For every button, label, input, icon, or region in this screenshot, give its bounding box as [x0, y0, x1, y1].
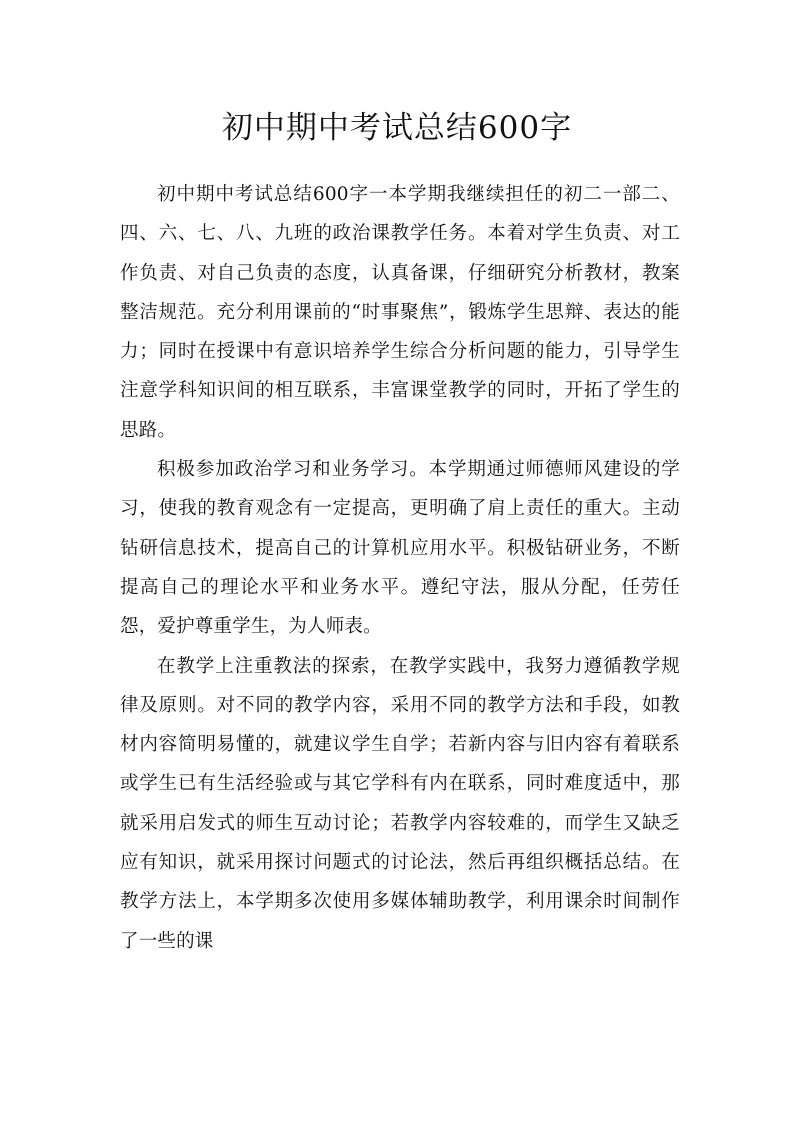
document-body: [120, 175, 680, 961]
paragraph: 积极参加政治学习和业务学习。本学期通过师德师风建设的学习，使我的教育观念有一定提高，更明确了肩上责任的重大。主动钻研信息技术，提高自己的计算机应用水平。积极钻研业务，不断提高自己的理论水平和业务水平。遵纪守法，服从分配，任劳任怨，爱护尊重学生，为人师表。: [120, 459, 680, 638]
page-title: 初中期中考试总结600字: [221, 110, 573, 146]
paragraph: 在教学上注重教法的探索，在教学实践中，我努力遵循教学规律及原则。对不同的教学内容，采用不同的教学方法和手段，如教材内容简明易懂的，就建议学生自学；若新内容与旧内容有着联系或学生已有生活经验或与其它学科有内在联系，同时难度适中，那就采用启发式的师生互动讨论；若教学内容较难的，而学生又缺乏应有知识，就采用探讨问题式的讨论法，然后再组织概括总结。在教学方法上，本学期多次使用多媒体辅助教学，利用课余时间制作了一些的课: [120, 655, 680, 952]
paragraph: 初中期中考试总结600字一本学期我继续担任的初二一部二、四、六、七、八、九班的政治课教学任务。本着对学生负责、对工作负责、对自己负责的态度，认真备课，仔细研究分析教材，教案整洁规范。充分利用课前的“时事聚焦”，锻炼学生思辩、表达的能力；同时在授课中有意识培养学生综合分析问题的能力，引导学生注意学科知识间的相互联系，丰富课堂教学的同时，开拓了学生的思路。: [120, 184, 680, 441]
